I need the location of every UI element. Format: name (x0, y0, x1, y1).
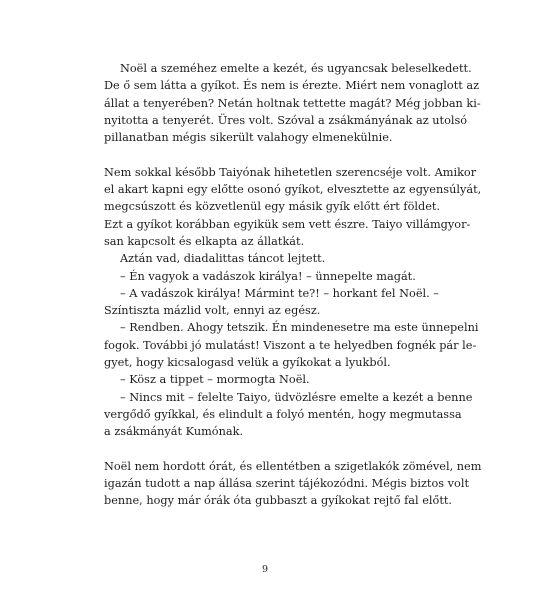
text-line: megcsúszott és közvetlenül egy másik gyík előtt ért földet. (104, 200, 441, 214)
dialogue-line: – Kösz a tippet – mormogta Noël. (120, 373, 310, 387)
text-line: fogok. További jó mulatást! Viszont a te helyedben fognék pár le- (104, 338, 477, 352)
body-text (104, 60, 482, 510)
text-line: nyitotta a tenyerét. Üres volt. Szóval a zsákmányának az utolsó (104, 113, 468, 127)
dialogue-line: – Rendben. Ahogy tetszik. Én mindenesetre ma este ünnepelni (120, 321, 479, 335)
dialogue-line: – Én vagyok a vadászok királya! – ünnepelte magát. (120, 269, 416, 283)
text-line: Színtiszta mázlid volt, ennyi az egész. (104, 304, 321, 318)
text-line: san kapcsolt és elkapta az állatkát. (104, 234, 305, 248)
text-line: Ezt a gyíkot korábban egyikük sem vett észre. Taiyo villámgyor- (104, 217, 471, 231)
page-number: 9 (261, 564, 269, 575)
text-line: De ő sem látta a gyíkot. És nem is érezte. Miért nem vonaglott az (104, 79, 480, 93)
text-line: gyet, hogy kicsalogasd velük a gyíkokat a lyukból. (104, 356, 391, 370)
text-line: benne, hogy már órák óta gubbaszt a gyíkokat rejtő fal előtt. (104, 494, 453, 508)
text-line: el akart kapni egy előtte osonó gyíkot, elvesztette az egyensúlyát, (104, 183, 482, 197)
dialogue-line: – Nincs mit – felelte Taiyo, üdvözlésre emelte a kezét a benne (120, 390, 473, 404)
text-line: pillanatban mégis sikerült valahogy elmenekülnie. (104, 131, 393, 145)
text-line: Nem sokkal később Taiyónak hihetetlen szerencséje volt. Amikor (104, 165, 477, 179)
paragraph-gap (104, 441, 429, 458)
paragraph-gap (104, 146, 429, 163)
text-line: a zsákmányát Kumónak. (104, 425, 244, 439)
text-line: Noël nem hordott órát, és ellentétben a szigetlakók zömével, nem (104, 459, 482, 473)
dialogue-line: – A vadászok királya! Mármint te?! – horkant fel Noël. – (120, 286, 439, 300)
text-line: igazán tudott a nap állása szerint tájékozódni. Mégis biztos volt (104, 477, 469, 491)
text-line: Aztán vad, diadalittas táncot lejtett. (120, 252, 326, 266)
text-line: Noël a szeméhez emelte a kezét, és ugyancsak beleselkedett. (120, 62, 472, 75)
text-line: vergődő gyíkkal, és elindult a folyó mentén, hogy megmutassa (104, 407, 462, 421)
text-line: állat a tenyerében? Netán holtnak tettette magát? Még jobban ki- (104, 96, 481, 110)
